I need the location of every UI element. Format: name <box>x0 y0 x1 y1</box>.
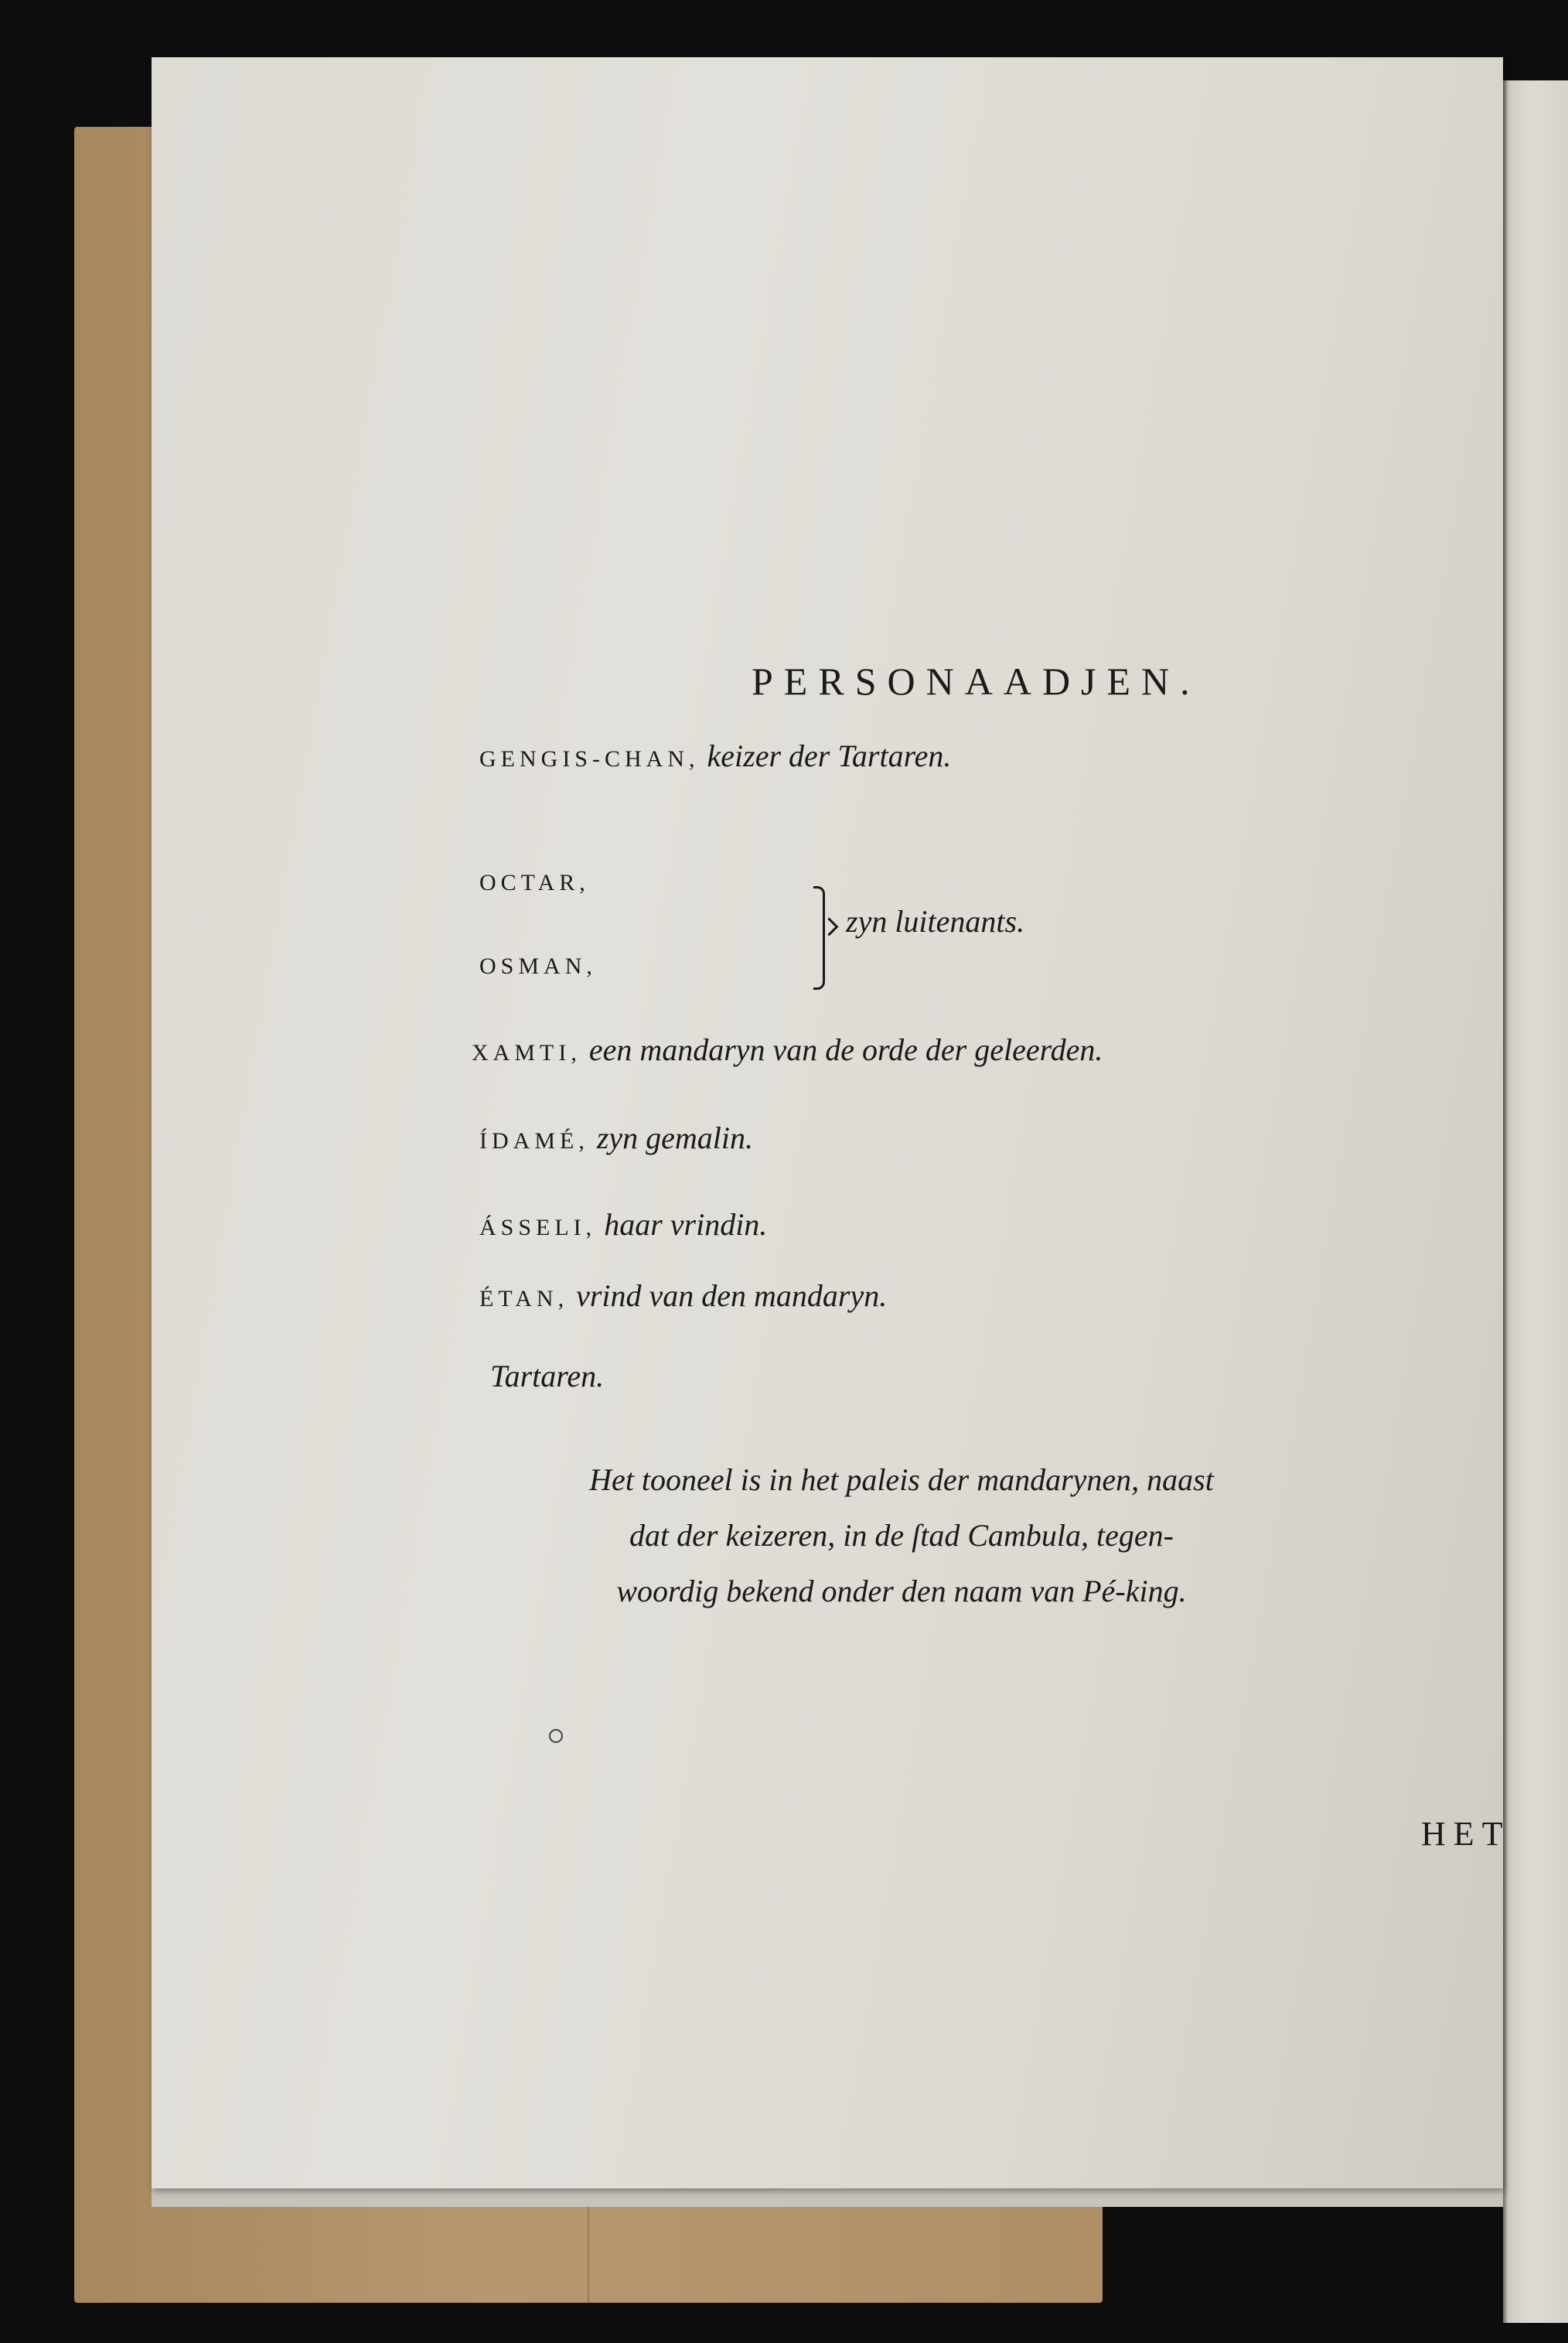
printers-mark <box>549 1729 563 1743</box>
character-name: XAMTI, <box>472 1040 581 1066</box>
page-bottom-edge <box>152 2188 1503 2207</box>
character-description: zyn gemalin. <box>596 1120 754 1155</box>
page-heading: PERSONAADJEN. <box>752 660 1201 703</box>
character-entry <box>479 861 590 902</box>
brace-bracket <box>813 886 825 990</box>
group-description: zyn luitenants. <box>846 904 1025 939</box>
character-name: OSMAN, <box>479 953 597 979</box>
next-page-edge <box>1503 80 1568 2323</box>
catchword: HET <box>1421 1815 1511 1853</box>
character-name: GENGIS-CHAN, <box>479 746 700 772</box>
scene-line: dat der keizeren, in de ſtad Cambula, tegen- <box>629 1518 1174 1553</box>
scene-line: woordig bekend onder den naam van Pé-king. <box>616 1574 1187 1608</box>
character-entry <box>472 1032 1103 1072</box>
book-page <box>152 57 1511 2188</box>
character-name: OCTAR, <box>479 870 590 895</box>
scene-line: Het tooneel is in het paleis der mandarynen, naast <box>589 1462 1214 1497</box>
character-entry <box>479 1120 753 1160</box>
character-description: vrind van den mandaryn. <box>576 1278 888 1313</box>
character-name: ÁSSELI, <box>479 1215 597 1240</box>
scene-description <box>507 1452 1296 1619</box>
character-description: keizer der Tartaren. <box>707 738 952 773</box>
character-name: ÍDAMÉ, <box>479 1128 589 1154</box>
character-description: haar vrindin. <box>604 1207 768 1242</box>
character-name: ÉTAN, <box>479 1286 569 1311</box>
character-entry <box>479 1206 767 1247</box>
character-description: een mandaryn van de orde der geleerden. <box>588 1032 1103 1067</box>
character-entry <box>479 738 951 778</box>
character-entry <box>479 1277 887 1318</box>
extras-line: Tartaren. <box>490 1359 605 1393</box>
character-entry <box>479 945 597 985</box>
